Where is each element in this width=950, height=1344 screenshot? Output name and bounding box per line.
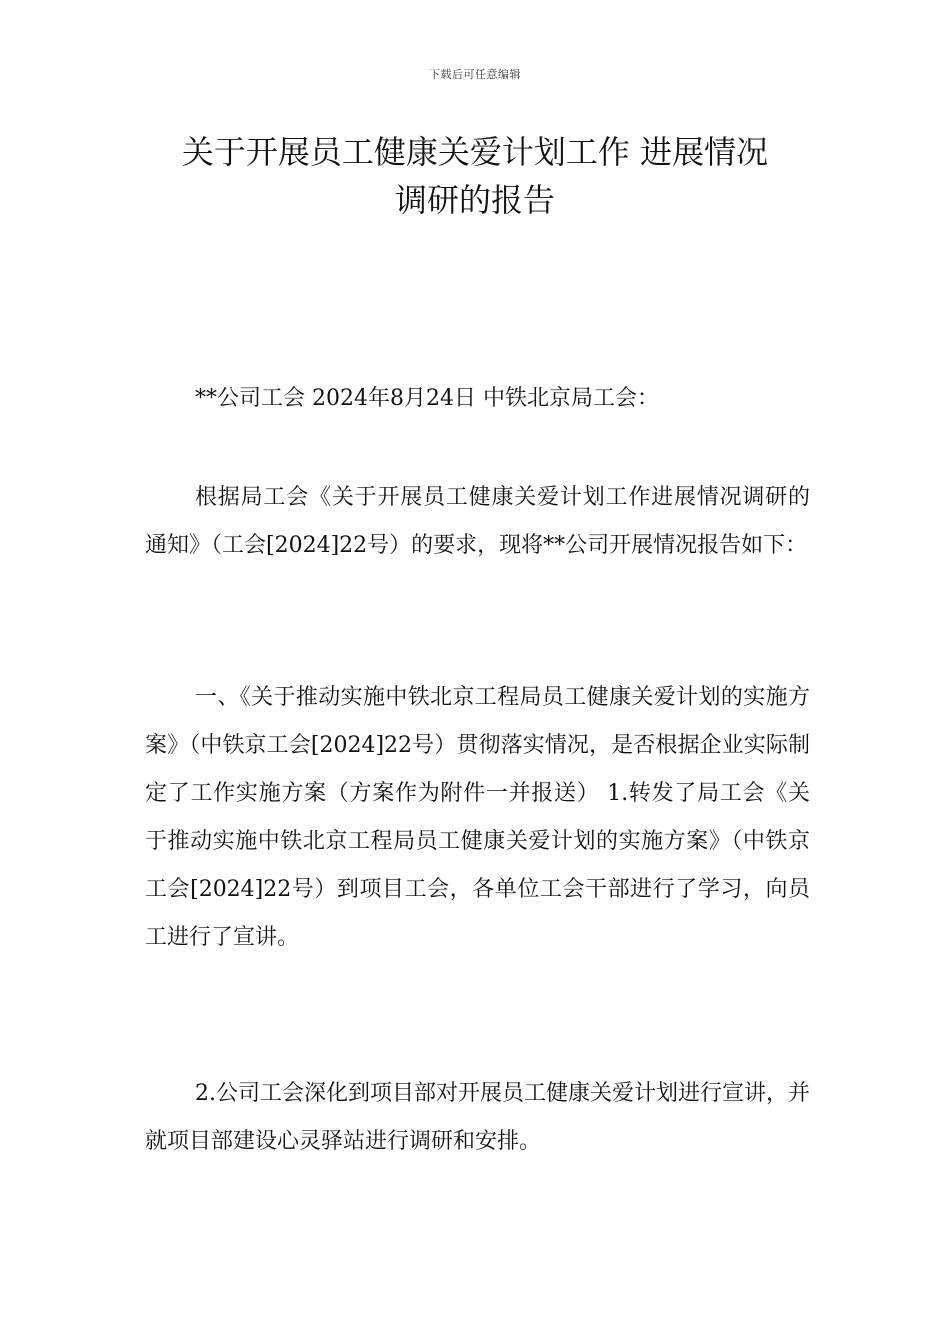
item-2-paragraph: 2.公司工会深化到项目部对开展员工健康关爱计划进行宣讲，并就项目部建设心灵驿站进行调研和安排。	[145, 1081, 810, 1154]
title-line-1: 关于开展员工健康关爱计划工作 进展情况	[181, 133, 769, 171]
section-1-paragraph: 一、《关于推动实施中铁北京工程局员工健康关爱计划的实施方案》（中铁京工会[2024]22号）贯彻落实情况，是否根据企业实际制定了工作实施方案（方案作为附件一并报送） 1.转发了局工会《关于推动实施中铁北京工程局员工健康关爱计划的实施方案》（中铁京工会[2024]22号）到项目工会，各单位工会干部进行了学习，向员工进行了宣讲。	[145, 685, 810, 950]
intro-paragraph: 根据局工会《关于开展员工健康关爱计划工作进展情况调研的通知》（工会[2024]22号）的要求，现将**公司开展情况报告如下：	[145, 485, 810, 558]
document-title	[120, 128, 830, 224]
meta-line: **公司工会 2024年8月24日 中铁北京局工会：	[195, 386, 659, 411]
header-note: 下载后可任意编辑	[429, 68, 521, 81]
title-line-2: 调研的报告	[394, 181, 555, 219]
